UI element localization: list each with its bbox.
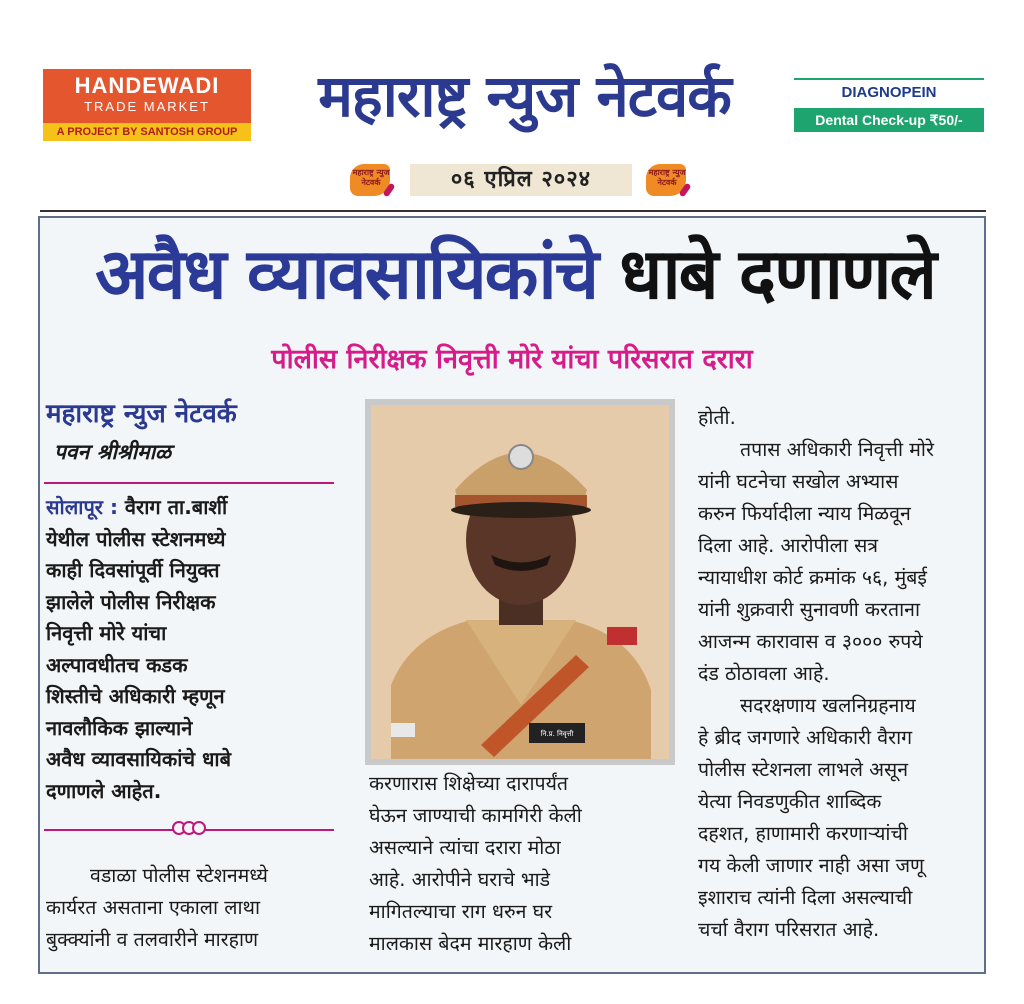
body-line: सदरक्षणाय खलनिग्रहनाय	[740, 694, 916, 717]
intro-line: अल्पावधीतच कडक	[46, 652, 188, 677]
inspector-photo	[365, 399, 675, 765]
badge-text: महाराष्ट्र न्युज नेटवर्क	[648, 168, 686, 187]
body-line: न्यायाधीश कोर्ट क्रमांक ५६, मुंबई	[698, 566, 927, 589]
body-line: पोलीस स्टेशनला लाभले असून	[698, 758, 909, 781]
subheadline: पोलीस निरीक्षक निवृत्ती मोरे यांचा परिसरात दरारा	[271, 344, 753, 375]
body-line: मागितल्याचा राग धरुन घर	[369, 900, 553, 923]
body-line: यांनी शुक्रवारी सुनावणी करताना	[698, 598, 921, 621]
body-line: गय केली जाणार नाही असा जणू	[698, 854, 925, 877]
ad-tagline: A PROJECT BY SANTOSH GROUP	[43, 123, 251, 141]
byline-network: महाराष्ट्र न्युज नेटवर्क	[46, 399, 237, 429]
column-1-body	[46, 860, 336, 956]
body-line: तपास अधिकारी निवृत्ती मोरे	[740, 438, 934, 461]
masthead-divider	[40, 210, 986, 212]
body-line: दंड ठोठावला आहे.	[698, 662, 830, 685]
headline-part-1: अवैध व्यावसायिकांचे	[95, 233, 598, 315]
map-badge-icon	[644, 162, 690, 200]
diagnopein-ad[interactable]	[794, 78, 984, 134]
intro-line: काही दिवसांपूर्वी नियुक्त	[46, 558, 220, 582]
column-2-body	[369, 768, 659, 960]
map-badge-icon	[348, 162, 394, 200]
headline	[54, 224, 976, 324]
headline-part-2: धाबे दणाणले	[619, 233, 935, 315]
intro-line: अवैध व्यावसायिकांचे धाबे	[46, 747, 231, 771]
intro-line: निवृत्ती मोरे यांचा	[46, 621, 167, 645]
body-line: करुन फिर्यादीला न्याय मिळवून	[698, 502, 911, 525]
body-line: आहे. आरोपीने घराचे भाडे	[369, 868, 551, 891]
name-plate: नि.प्र. निवृत्ती	[540, 730, 574, 738]
body-line: आजन्म कारावास व ३००० रुपये	[698, 630, 923, 653]
intro-line: झालेले पोलीस निरीक्षक	[46, 589, 216, 614]
body-line: होती.	[698, 406, 736, 429]
badge-text: महाराष्ट्र न्युज नेटवर्क	[352, 168, 390, 187]
column-3-body	[698, 402, 982, 946]
body-line: मालकास बेदम मारहाण केली	[369, 932, 572, 955]
intro-line: दणाणले आहेत.	[46, 778, 162, 803]
intro-line: येथील पोलीस स्टेशनमध्ये	[46, 526, 226, 551]
ad-subtitle: TRADE MARKET	[84, 99, 210, 114]
body-line: हे ब्रीद जगणारे अधिकारी वैराग	[698, 726, 913, 749]
body-line: करणारास शिक्षेच्या दारापर्यंत	[369, 772, 569, 795]
body-line: कार्यरत असताना एकाला लाथा	[46, 896, 261, 919]
body-line: दिला आहे. आरोपीला सत्र	[698, 534, 879, 557]
intro-line: नावलौकिक झाल्याने	[46, 715, 193, 740]
intro-line: वैराग ता.बार्शी	[124, 495, 228, 519]
body-line: दहशत, हाणामारी करणाऱ्यांची	[698, 822, 908, 845]
body-line: बुक्क्यांनी व तलवारीने मारहाण	[46, 928, 259, 951]
intro-paragraph	[46, 492, 314, 807]
ad-brand: HANDEWADI	[74, 73, 220, 98]
handewadi-ad[interactable]	[43, 69, 251, 141]
newspaper-title: महाराष्ट्र न्युज नेटवर्क	[318, 62, 731, 130]
byline-author: पवन श्रीश्रीमाळ	[54, 440, 172, 464]
body-line: येत्या निवडणुकीत शाब्दिक	[698, 790, 882, 813]
body-line: यांनी घटनेचा सखोल अभ्यास	[698, 470, 899, 493]
portrait-image	[371, 405, 669, 759]
issue-date: ०६ एप्रिल २०२४	[410, 164, 632, 196]
dateline-location: सोलापूर :	[46, 495, 118, 519]
body-line: घेऊन जाण्याची कामगिरी केली	[369, 804, 582, 827]
body-line: वडाळा पोलीस स्टेशनमध्ये	[90, 864, 268, 887]
divider	[44, 482, 334, 484]
date-bar	[348, 162, 694, 202]
ornament-icon	[172, 821, 204, 835]
body-line: चर्चा वैराग परिसरात आहे.	[698, 918, 880, 941]
body-line: असल्याने त्यांचा दरारा मोठा	[369, 836, 561, 859]
body-line: इशाराच त्यांनी दिला असल्याची	[698, 886, 913, 909]
ad-offer: Dental Check-up ₹50/-	[794, 108, 984, 132]
ad-brand: DIAGNOPEIN	[794, 78, 984, 108]
intro-line: शिस्तीचे अधिकारी म्हणून	[46, 684, 225, 708]
